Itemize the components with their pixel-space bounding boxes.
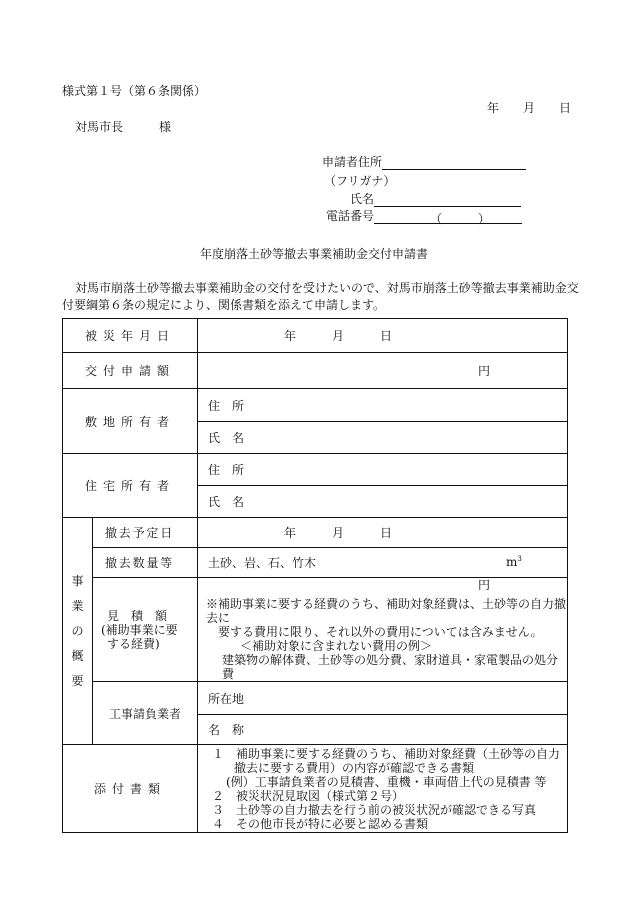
disaster-date-value[interactable]: 年 月 日 (198, 319, 568, 353)
applicant-name-label: 氏名 (350, 192, 375, 206)
applicant-phone-field[interactable] (374, 210, 522, 224)
house-owner-address[interactable]: 住 所 (198, 454, 568, 486)
applicant-address-label: 申請者住所 (322, 155, 383, 169)
applicant-address-field[interactable] (382, 156, 526, 170)
disaster-date-label: 被災年月日 (63, 319, 198, 353)
row-contractor-location (63, 682, 568, 715)
form-number: 様式第１号（第６条関係） (62, 84, 207, 98)
estimate-unit: 円 (478, 578, 491, 592)
land-owner-label: 敷地所有者 (63, 389, 198, 454)
applicant-address-row (322, 153, 526, 170)
quantity-label: 撤去数量等 (93, 548, 198, 578)
estimate-note-4: 建築物の解体費、土砂等の処分費、家財道具・家電製品の処分費 (222, 653, 559, 681)
contractor-name[interactable]: 名 称 (198, 715, 568, 745)
estimate-note-1: ※補助事業に要する経費のうち、補助対象経費は、土砂等の自力撤去に (206, 597, 567, 625)
document-title: 年度崩落土砂等撤去事業補助金交付申請書 (200, 247, 429, 261)
house-owner-name[interactable]: 氏 名 (198, 486, 568, 518)
attachment-item-4: ４ その他市長が特に必要と認める書類 (212, 816, 429, 831)
recipient: 対馬市長 様 (75, 120, 172, 134)
estimate-label: 見 積 額 (補助事業に要 する経費) (93, 578, 198, 682)
applicant-name-row (350, 190, 521, 207)
project-summary-label: 事 業 の 概 要 (63, 518, 93, 745)
amount-value[interactable] (198, 353, 568, 389)
estimate-note-3: ＜補助対象に含まれない費用の例＞ (240, 639, 433, 653)
planned-date-value[interactable]: 年 月 日 (198, 518, 568, 548)
applicant-phone-label: 電話番号 (326, 209, 375, 223)
quantity-unit: $m^3$ (506, 555, 522, 569)
furigana-label: （フリガナ） (324, 174, 396, 188)
contractor-location[interactable]: 所在地 (198, 682, 568, 715)
attachment-item-1: １ 補助事業に要する経費のうち、補助対象経費（土砂等の自力 (212, 746, 561, 761)
intro-line-2: 付要綱第６条の規定により、関係書類を添えて申請します。 (62, 298, 386, 312)
row-quantity (63, 548, 568, 578)
applicant-name-field[interactable] (374, 193, 521, 207)
attachments-list (198, 745, 568, 833)
attachment-example: (例）工事請負業者の見積書、重機・車両借上代の見積書 等 (226, 774, 547, 789)
attachment-item-3: ３ 土砂等の自力撤去を行う前の被災状況が確認できる写真 (212, 802, 537, 817)
row-land-owner-address (63, 389, 568, 422)
row-attachments (63, 745, 568, 833)
attachment-item-1-cont: 撤去に要する費用）の内容が確認できる書類 (234, 760, 475, 775)
land-owner-address[interactable]: 住 所 (198, 389, 568, 422)
intro-line-1: 対馬市崩落土砂等撤去事業補助金の交付を受けたいので、対馬市崩落土砂等撤去事業補助金交 (75, 281, 579, 295)
row-disaster-date (63, 319, 568, 353)
phone-paren: （ ） (430, 212, 491, 226)
amount-label: 交付申請額 (63, 353, 198, 389)
row-amount (63, 353, 568, 389)
attachment-item-2: ２ 被災状況見取図（様式第２号） (212, 788, 405, 803)
row-house-owner-address (63, 454, 568, 486)
applicant-phone-row (326, 207, 522, 224)
land-owner-name[interactable]: 氏 名 (198, 422, 568, 454)
amount-unit: 円 (478, 364, 491, 378)
contractor-label: 工事請負業者 (93, 682, 198, 745)
application-table (62, 318, 568, 833)
row-estimate (63, 578, 568, 682)
attachments-label: 添付書類 (63, 745, 198, 833)
date-line: 年 月 日 (487, 101, 572, 115)
quantity-value[interactable]: 土砂、岩、石、竹木 $m^3$ (198, 548, 568, 578)
estimate-note-2: 要する費用に限り、それ以外の費用については含みません。 (218, 625, 543, 639)
estimate-value[interactable] (198, 578, 568, 682)
planned-date-label: 撤去予定日 (93, 518, 198, 548)
row-planned-date (63, 518, 568, 548)
house-owner-label: 住宅所有者 (63, 454, 198, 518)
